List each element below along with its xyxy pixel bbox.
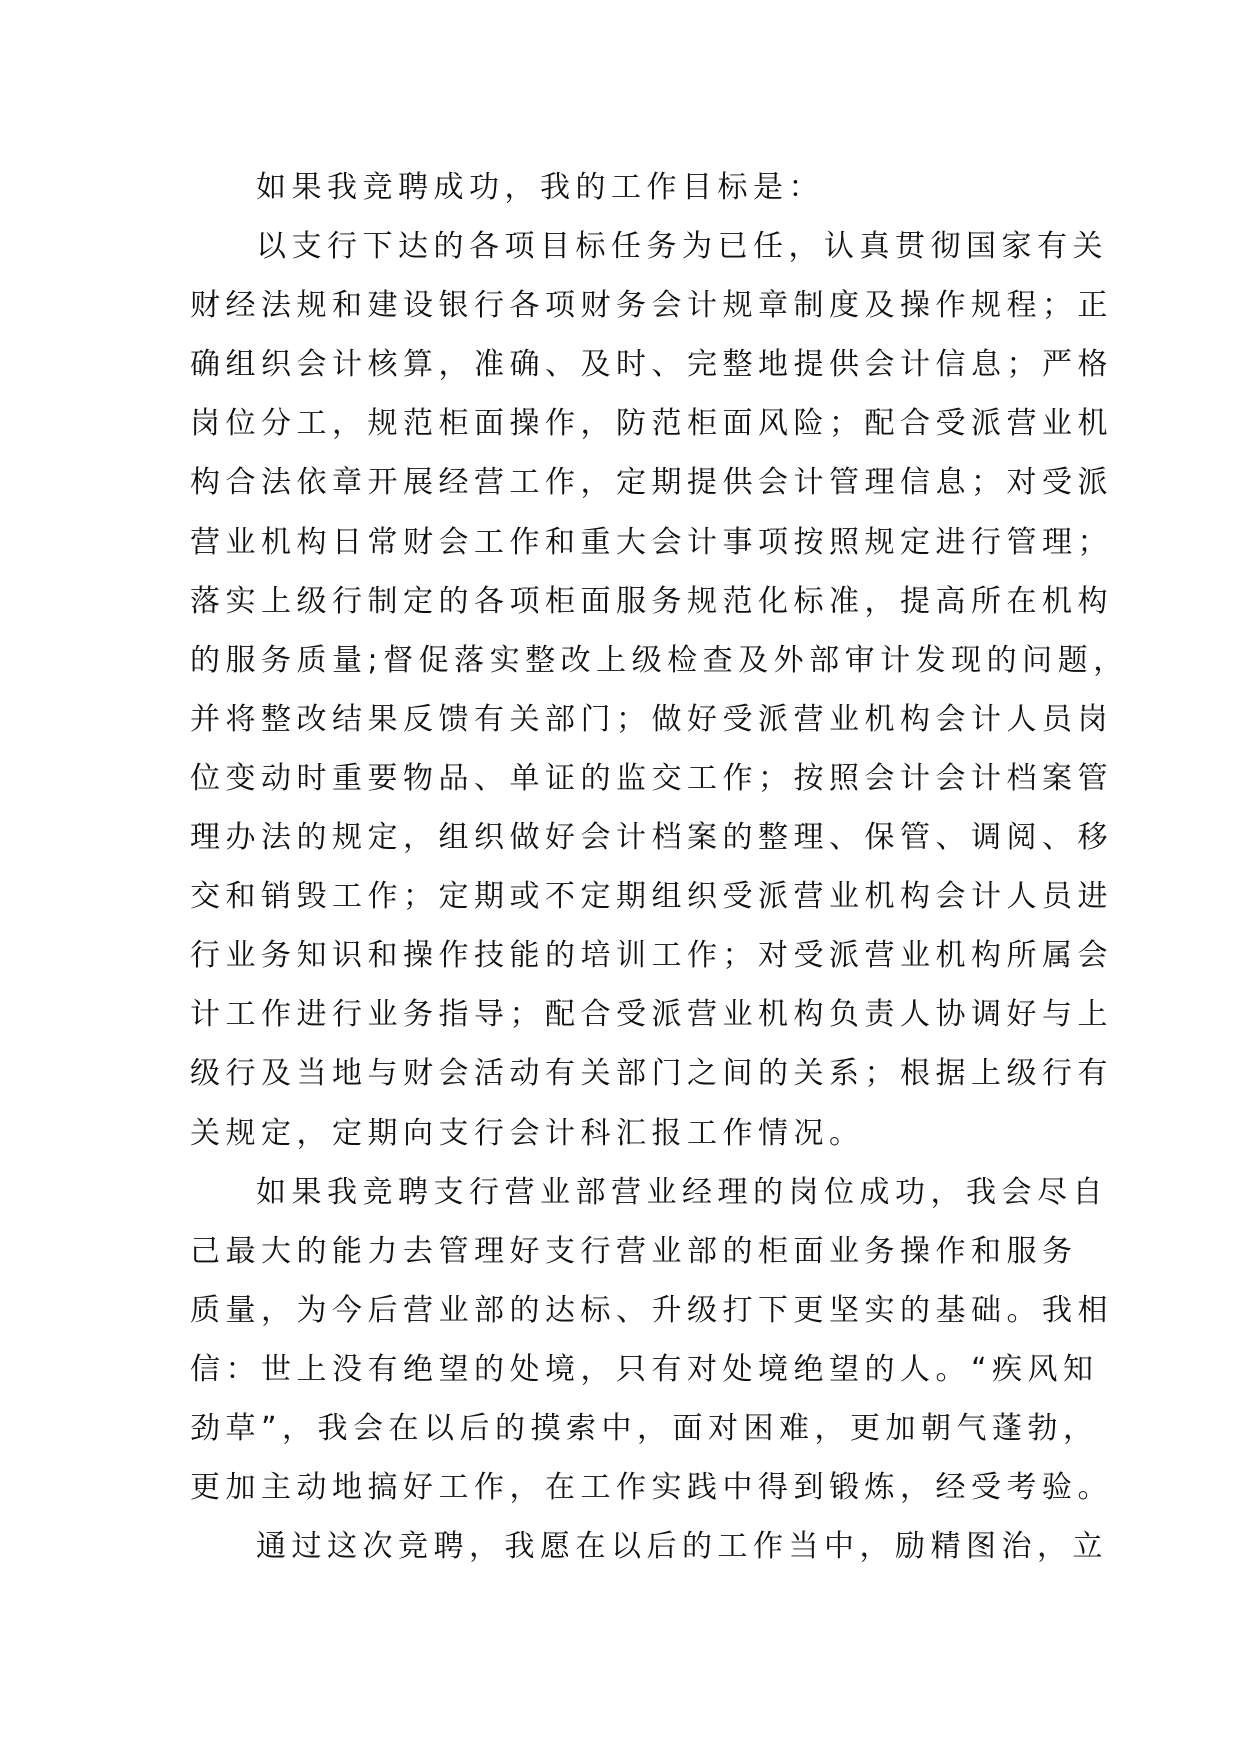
paragraph-line: 级行及当地与财会活动有关部门之间的关系；根据上级行有 bbox=[190, 1056, 1113, 1092]
paragraph-line: 交和销毁工作；定期或不定期组织受派营业机构会计人员进 bbox=[190, 879, 1113, 915]
paragraph-line: 行业务知识和操作技能的培训工作；对受派营业机构所属会 bbox=[190, 938, 1113, 974]
paragraph-line: 构合法依章开展经营工作，定期提供会计管理信息；对受派 bbox=[190, 465, 1113, 501]
paragraph-line: 财经法规和建设银行各项财务会计规章制度及操作规程；正 bbox=[190, 288, 1113, 324]
paragraph-line: 的服务质量;督促落实整改上级检查及外部审计发现的问题， bbox=[190, 642, 1129, 678]
body-text bbox=[190, 158, 1129, 1576]
paragraph-line: 位变动时重要物品、单证的监交工作；按照会计会计档案管 bbox=[190, 760, 1113, 796]
paragraph-line: 计工作进行业务指导；配合受派营业机构负责人协调好与上 bbox=[190, 997, 1113, 1033]
paragraph-line: 己最大的能力去管理好支行营业部的柜面业务操作和服务 bbox=[190, 1233, 1078, 1269]
paragraph-line: 营业机构日常财会工作和重大会计事项按照规定进行管理； bbox=[190, 524, 1113, 560]
paragraph-line: 如果我竞聘支行营业部营业经理的岗位成功，我会尽自 bbox=[256, 1174, 1108, 1210]
paragraph-line: 信：世上没有绝望的处境，只有对处境绝望的人。“疾风知 bbox=[190, 1351, 1099, 1387]
paragraph-line: 落实上级行制定的各项柜面服务规范化标准，提高所在机构 bbox=[190, 583, 1113, 619]
paragraph-line: 如果我竞聘成功，我的工作目标是： bbox=[256, 170, 824, 205]
paragraph-line: 关规定，定期向支行会计科汇报工作情况。 bbox=[190, 1115, 865, 1151]
paragraph-line: 岗位分工，规范柜面操作，防范柜面风险；配合受派营业机 bbox=[190, 406, 1113, 442]
paragraph-line: 理办法的规定，组织做好会计档案的整理、保管、调阅、移 bbox=[190, 820, 1113, 856]
paragraph-line: 并将整改结果反馈有关部门；做好受派营业机构会计人员岗 bbox=[190, 701, 1113, 737]
paragraph-line: 通过这次竞聘，我愿在以后的工作当中，励精图治，立 bbox=[256, 1529, 1108, 1565]
paragraph-line: 以支行下达的各项目标任务为已任，认真贯彻国家有关 bbox=[256, 229, 1108, 265]
paragraph-line: 更加主动地搞好工作，在工作实践中得到锻炼，经受考验。 bbox=[190, 1470, 1113, 1506]
paragraph-line: 质量，为今后营业部的达标、升级打下更坚实的基础。我相 bbox=[190, 1292, 1113, 1328]
paragraph-line: 确组织会计核算，准确、及时、完整地提供会计信息；严格 bbox=[190, 347, 1113, 383]
paragraph-line: 劲草”，我会在以后的摸索中，面对困难，更加朝气蓬勃， bbox=[190, 1410, 1099, 1446]
